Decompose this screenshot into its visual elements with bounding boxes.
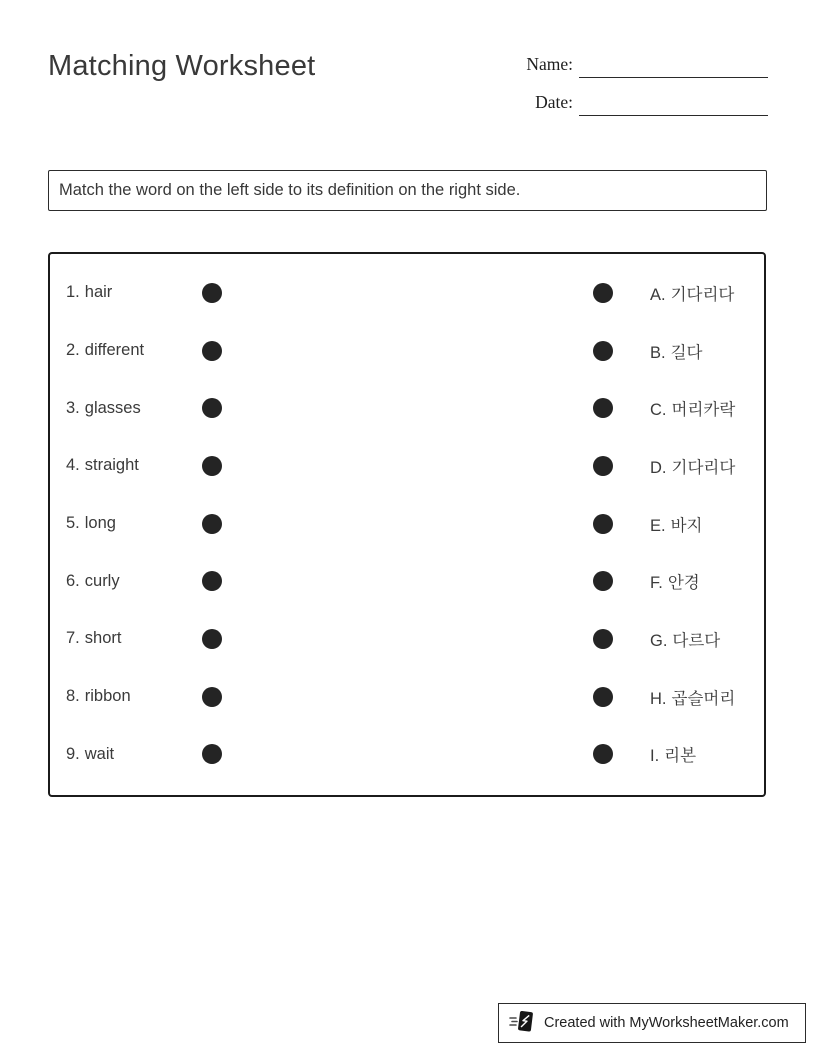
match-row bbox=[66, 610, 748, 668]
match-row bbox=[66, 552, 748, 610]
item-number: 8. bbox=[66, 687, 80, 706]
match-row bbox=[66, 322, 748, 380]
item-definition: 기다리다 bbox=[671, 458, 736, 477]
left-item-label bbox=[66, 514, 202, 533]
match-dot-left[interactable] bbox=[202, 514, 222, 534]
match-dot-right[interactable] bbox=[593, 283, 613, 303]
match-dot-right[interactable] bbox=[593, 687, 613, 707]
item-number: 7. bbox=[66, 629, 80, 648]
left-item-label bbox=[66, 341, 202, 360]
item-number: 6. bbox=[66, 571, 80, 590]
right-item-label bbox=[650, 742, 748, 766]
date-field-row bbox=[519, 86, 768, 116]
item-word: straight bbox=[84, 456, 139, 475]
name-field-row bbox=[519, 48, 768, 78]
item-definition: 바지 bbox=[670, 516, 703, 535]
match-row bbox=[66, 379, 748, 437]
right-item-label bbox=[650, 281, 748, 305]
match-dot-right[interactable] bbox=[593, 744, 613, 764]
match-dot-left[interactable] bbox=[202, 629, 222, 649]
match-dot-left[interactable] bbox=[202, 744, 222, 764]
item-letter: D. bbox=[650, 458, 667, 477]
item-definition: 리본 bbox=[664, 747, 697, 766]
match-dot-right[interactable] bbox=[593, 571, 613, 591]
item-letter: C. bbox=[650, 401, 667, 420]
match-dot-left[interactable] bbox=[202, 687, 222, 707]
name-label: Name: bbox=[526, 54, 573, 74]
left-item-label bbox=[66, 572, 202, 591]
instructions-box bbox=[48, 170, 767, 211]
item-word: short bbox=[84, 629, 122, 648]
right-item-label bbox=[650, 569, 748, 593]
item-definition: 곱슬머리 bbox=[671, 689, 736, 708]
item-word: long bbox=[84, 514, 116, 533]
item-number: 9. bbox=[66, 744, 80, 763]
item-number: 3. bbox=[66, 398, 80, 417]
item-letter: E. bbox=[650, 516, 666, 535]
right-item-label bbox=[650, 512, 748, 536]
item-definition: 머리카락 bbox=[671, 401, 736, 420]
item-number: 5. bbox=[66, 514, 80, 533]
item-word: glasses bbox=[84, 398, 141, 417]
match-row bbox=[66, 726, 748, 784]
item-definition: 다르다 bbox=[672, 631, 721, 650]
match-dot-left[interactable] bbox=[202, 456, 222, 476]
left-item-label bbox=[66, 283, 202, 302]
item-letter: I. bbox=[650, 747, 660, 766]
right-item-label bbox=[650, 627, 748, 651]
item-word: different bbox=[84, 341, 145, 360]
right-item-label bbox=[650, 685, 748, 709]
item-letter: H. bbox=[650, 689, 667, 708]
match-dot-right[interactable] bbox=[593, 341, 613, 361]
item-number: 4. bbox=[66, 456, 80, 475]
match-dot-right[interactable] bbox=[593, 456, 613, 476]
date-label: Date: bbox=[535, 92, 573, 112]
date-input-line[interactable] bbox=[579, 92, 768, 116]
name-date-fields bbox=[519, 48, 768, 124]
right-item-label bbox=[650, 454, 748, 478]
match-dot-right[interactable] bbox=[593, 398, 613, 418]
left-item-label bbox=[66, 629, 202, 648]
name-input-line[interactable] bbox=[579, 54, 768, 78]
match-dot-left[interactable] bbox=[202, 341, 222, 361]
match-dot-left[interactable] bbox=[202, 283, 222, 303]
item-number: 2. bbox=[66, 341, 80, 360]
item-word: hair bbox=[84, 283, 113, 302]
footer-credit-text: Created with MyWorksheetMaker.com bbox=[544, 1015, 789, 1031]
item-definition: 길다 bbox=[670, 343, 703, 362]
match-dot-right[interactable] bbox=[593, 629, 613, 649]
match-dot-left[interactable] bbox=[202, 571, 222, 591]
right-item-label bbox=[650, 339, 748, 363]
item-definition: 기다리다 bbox=[670, 285, 735, 304]
footer-credit-box bbox=[498, 1003, 806, 1043]
item-letter: G. bbox=[650, 631, 668, 650]
matching-area bbox=[48, 252, 766, 797]
item-letter: A. bbox=[650, 285, 666, 304]
match-row bbox=[66, 437, 748, 495]
page-title: Matching Worksheet bbox=[48, 50, 316, 82]
item-number: 1. bbox=[66, 283, 80, 302]
worksheet-page-speed-icon bbox=[509, 1008, 535, 1039]
right-item-label bbox=[650, 396, 748, 420]
left-item-label bbox=[66, 687, 202, 706]
match-dot-left[interactable] bbox=[202, 398, 222, 418]
match-dot-right[interactable] bbox=[593, 514, 613, 534]
item-word: wait bbox=[84, 744, 115, 763]
left-item-label bbox=[66, 745, 202, 764]
item-letter: F. bbox=[650, 574, 663, 593]
match-row bbox=[66, 495, 748, 553]
match-row bbox=[66, 668, 748, 726]
item-definition: 안경 bbox=[667, 574, 700, 593]
item-word: ribbon bbox=[84, 687, 131, 706]
item-letter: B. bbox=[650, 343, 666, 362]
instructions-text: Match the word on the left side to its definition on the right side. bbox=[59, 181, 521, 199]
item-word: curly bbox=[84, 571, 120, 590]
left-item-label bbox=[66, 399, 202, 418]
match-row bbox=[66, 264, 748, 322]
left-item-label bbox=[66, 456, 202, 475]
